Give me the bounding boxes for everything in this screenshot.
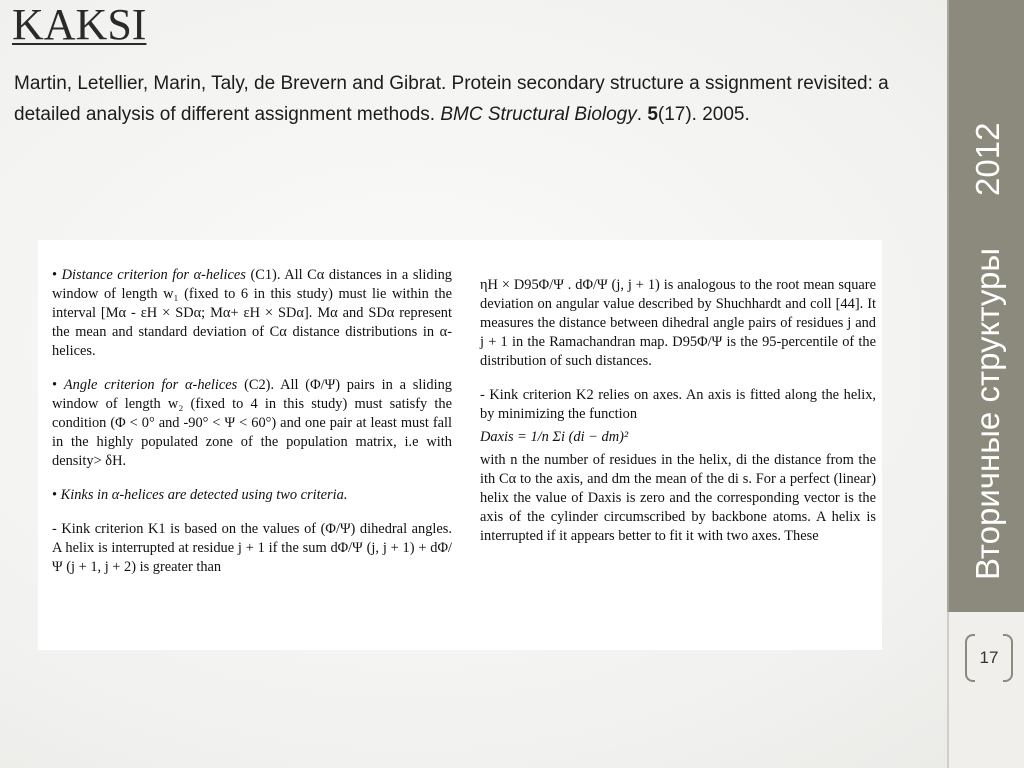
- excerpt-left-column: [52, 266, 452, 592]
- left-brace-icon: [965, 634, 975, 682]
- sidebar-heading: Вторичные структуры: [968, 247, 1006, 580]
- criterion-text: All (Φ/Ψ) pairs in a sliding window of length w₂ (fixed to 4 in this study) must satisfy the condition (Φ < 0° and -90° < Ψ < 60°) and one pair at least must fall in the highly populated zone of the population matrix, i.e with density> δH.: [52, 377, 452, 469]
- citation-authors-title: Martin, Letellier, Marin, Taly, de Brevern and Gibrat. Protein secondary structure a ssignment revisited: a detailed analysis of different assignment methods.: [14, 73, 889, 125]
- sidebar-year: 2012: [968, 122, 1006, 196]
- sidebar-vertical-text: [949, 0, 1024, 612]
- slide-title: KAKSI: [12, 0, 147, 49]
- criterion-tag: (C2).: [244, 377, 275, 393]
- citation-journal: BMC Structural Biology: [440, 104, 637, 125]
- kink-k2-continued: with n the number of residues in the helix, di the distance from the ith Cα to the axis, and dm the mean of the di s. For a perfect (linear) helix the value of Daxis is zero and the corresponding vector is the axis of the cylinder circumscribed by backbone atoms. A helix is interrupted if it appears better to fit it with two axes. These: [480, 452, 876, 544]
- excerpt-right-column: [480, 276, 876, 561]
- right-brace-icon: [1003, 634, 1013, 682]
- page-number: 17: [979, 648, 999, 667]
- kink-k2-text: - Kink criterion K2 relies on axes. An axis is fitted along the helix, by minimizing the function: [480, 387, 876, 422]
- criterion-label: Distance criterion for α-helices: [61, 267, 246, 283]
- citation-issue-year: (17). 2005.: [657, 104, 750, 125]
- citation-volume: 5: [647, 104, 658, 125]
- daxis-formula: [480, 428, 876, 447]
- paper-excerpt-image: [38, 240, 882, 650]
- page-number-box: [947, 612, 1024, 768]
- sidebar: [947, 0, 1024, 612]
- kinks-text: Kinks in α-helices are detected using two criteria.: [60, 487, 348, 503]
- excerpt-paragraph: • Kinks in α-helices are detected using two criteria.: [52, 487, 348, 503]
- excerpt-paragraph: [480, 386, 876, 546]
- criterion-tag: (C1).: [250, 267, 281, 283]
- excerpt-paragraph: - Kink criterion K1 is based on the values of (Φ/Ψ) dihedral angles. A helix is interrupted at residue j + 1 if the sum dΦ/Ψ (j, j + 1) + dΦ/Ψ (j + 1, j + 2) is greater than: [52, 521, 452, 575]
- excerpt-paragraph: ηH × D95Φ/Ψ . dΦ/Ψ (j, j + 1) is analogous to the root mean square deviation on angular value described by Shuchhardt and coll [44]. It measures the distance between dihedral angle pairs of residues j and j + 1 in the Ramachandran map. D95Φ/Ψ is the 95-percentile of the distribution of such distances.: [480, 277, 876, 369]
- excerpt-paragraph: • Distance criterion for α-helices (C1). All Cα distances in a sliding window of length w₁ (fixed to 6 in this study) must lie within the interval [Mα - εH × SDα; Mα+ εH × SDα]. Mα and SDα represent the mean and standard deviation of Cα distance distributions in α-helices.: [52, 267, 452, 359]
- formula-text: Daxis = 1/n Σi (di − dm)²: [480, 429, 629, 445]
- citation: Martin, Letellier, Marin, Taly, de Brevern and Gibrat. Protein secondary structure a ssignment revisited: a detailed analysis of different assignment methods. BMC Structural Biology. 5(17). 2005.: [14, 73, 889, 125]
- excerpt-paragraph: • Angle criterion for α-helices (C2). All (Φ/Ψ) pairs in a sliding window of length w₂ (fixed to 4 in this study) must satisfy the condition (Φ < 0° and -90° < Ψ < 60°) and one pair at least must fall in the highly populated zone of the population matrix, i.e with density> δH.: [52, 377, 452, 469]
- page-number-frame: [965, 634, 1013, 682]
- criterion-text: All Cα distances in a sliding window of length w₁ (fixed to 6 in this study) must lie within the interval [Mα - εH × SDα; Mα+ εH × SDα]. Mα and SDα represent the mean and standard deviation of Cα distance distributions in α-helices.: [52, 267, 452, 359]
- criterion-label: Angle criterion for α-helices: [63, 377, 238, 393]
